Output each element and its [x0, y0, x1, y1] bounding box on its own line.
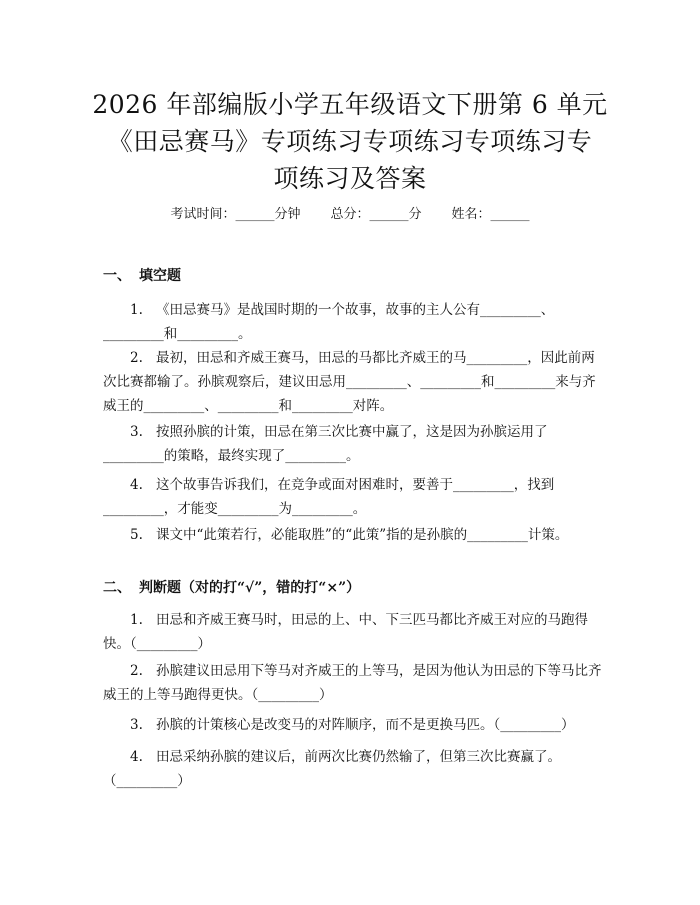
exam-info [0, 206, 700, 224]
judge-question-2 [103, 659, 603, 707]
question-number: 4. [130, 749, 143, 765]
fill-question-2 [103, 346, 603, 418]
section-2-number: 二、 [103, 580, 131, 596]
section-1-number: 一、 [103, 268, 131, 284]
section-2-title: 判断题（对的打“√”，错的打“×”） [139, 580, 361, 596]
fill-question-5 [103, 523, 603, 547]
question-text: 《田忌赛马》是战国时期的一个故事，故事的主人公有_________、_________和_________。 [103, 302, 555, 342]
section-1-title: 填空题 [139, 268, 181, 284]
judge-question-1 [103, 608, 603, 656]
question-text: 最初，田忌和齐威王赛马，田忌的马都比齐威王的马_________，因此前两次比赛都输了。孙膑观察后，建议田忌用_________、_________和_________来与齐威王的_________、_________和_________对阵。 [103, 350, 596, 414]
question-number: 2. [130, 663, 143, 679]
question-text: 课文中“此策若行，必能取胜”的“此策”指的是孙膑的_________计策。 [156, 527, 569, 543]
question-text: 这个故事告诉我们，在竞争或面对困难时，要善于_________，找到_________，才能变_________为_________。 [103, 477, 555, 517]
question-text: 孙膑的计策核心是改变马的对阵顺序，而不是更换马匹。（_________） [156, 717, 575, 733]
fill-question-1 [103, 298, 603, 346]
document-title [60, 86, 640, 197]
title-line-1: 2026 年部编版小学五年级语文下册第 6 单元 [92, 90, 608, 119]
judge-question-4 [103, 745, 603, 793]
section-2-heading [103, 578, 360, 598]
question-text: 田忌和齐威王赛马时，田忌的上、中、下三匹马都比齐威王对应的马跑得快。（_________） [103, 612, 588, 652]
fill-question-4 [103, 473, 603, 521]
exam-time: 考试时间：______分钟 [170, 207, 301, 222]
question-number: 1. [130, 302, 143, 318]
exam-score: 总分：______分 [330, 207, 422, 222]
question-text: 孙膑建议田忌用下等马对齐威王的上等马，是因为他认为田忌的下等马比齐威王的上等马跑得更快。（_________） [103, 663, 602, 703]
question-number: 3. [130, 717, 143, 733]
question-number: 2. [130, 350, 143, 366]
question-text: 田忌采纳孙膑的建议后，前两次比赛仍然输了，但第三次比赛赢了。（_________） [103, 749, 561, 789]
question-number: 4. [130, 477, 143, 493]
question-text: 按照孙膑的计策，田忌在第三次比赛中赢了，这是因为孙膑运用了_________的策略，最终实现了_________。 [103, 424, 548, 464]
title-line-3: 项练习及答案 [273, 164, 427, 193]
judge-question-3 [103, 713, 603, 737]
section-1-heading [103, 266, 181, 286]
exam-name: 姓名：______ [451, 207, 530, 222]
question-number: 5. [130, 527, 143, 543]
question-number: 1. [130, 612, 143, 628]
title-line-2: 《田忌赛马》专项练习专项练习专项练习专 [107, 127, 593, 156]
fill-question-3 [103, 420, 603, 468]
question-number: 3. [130, 424, 143, 440]
